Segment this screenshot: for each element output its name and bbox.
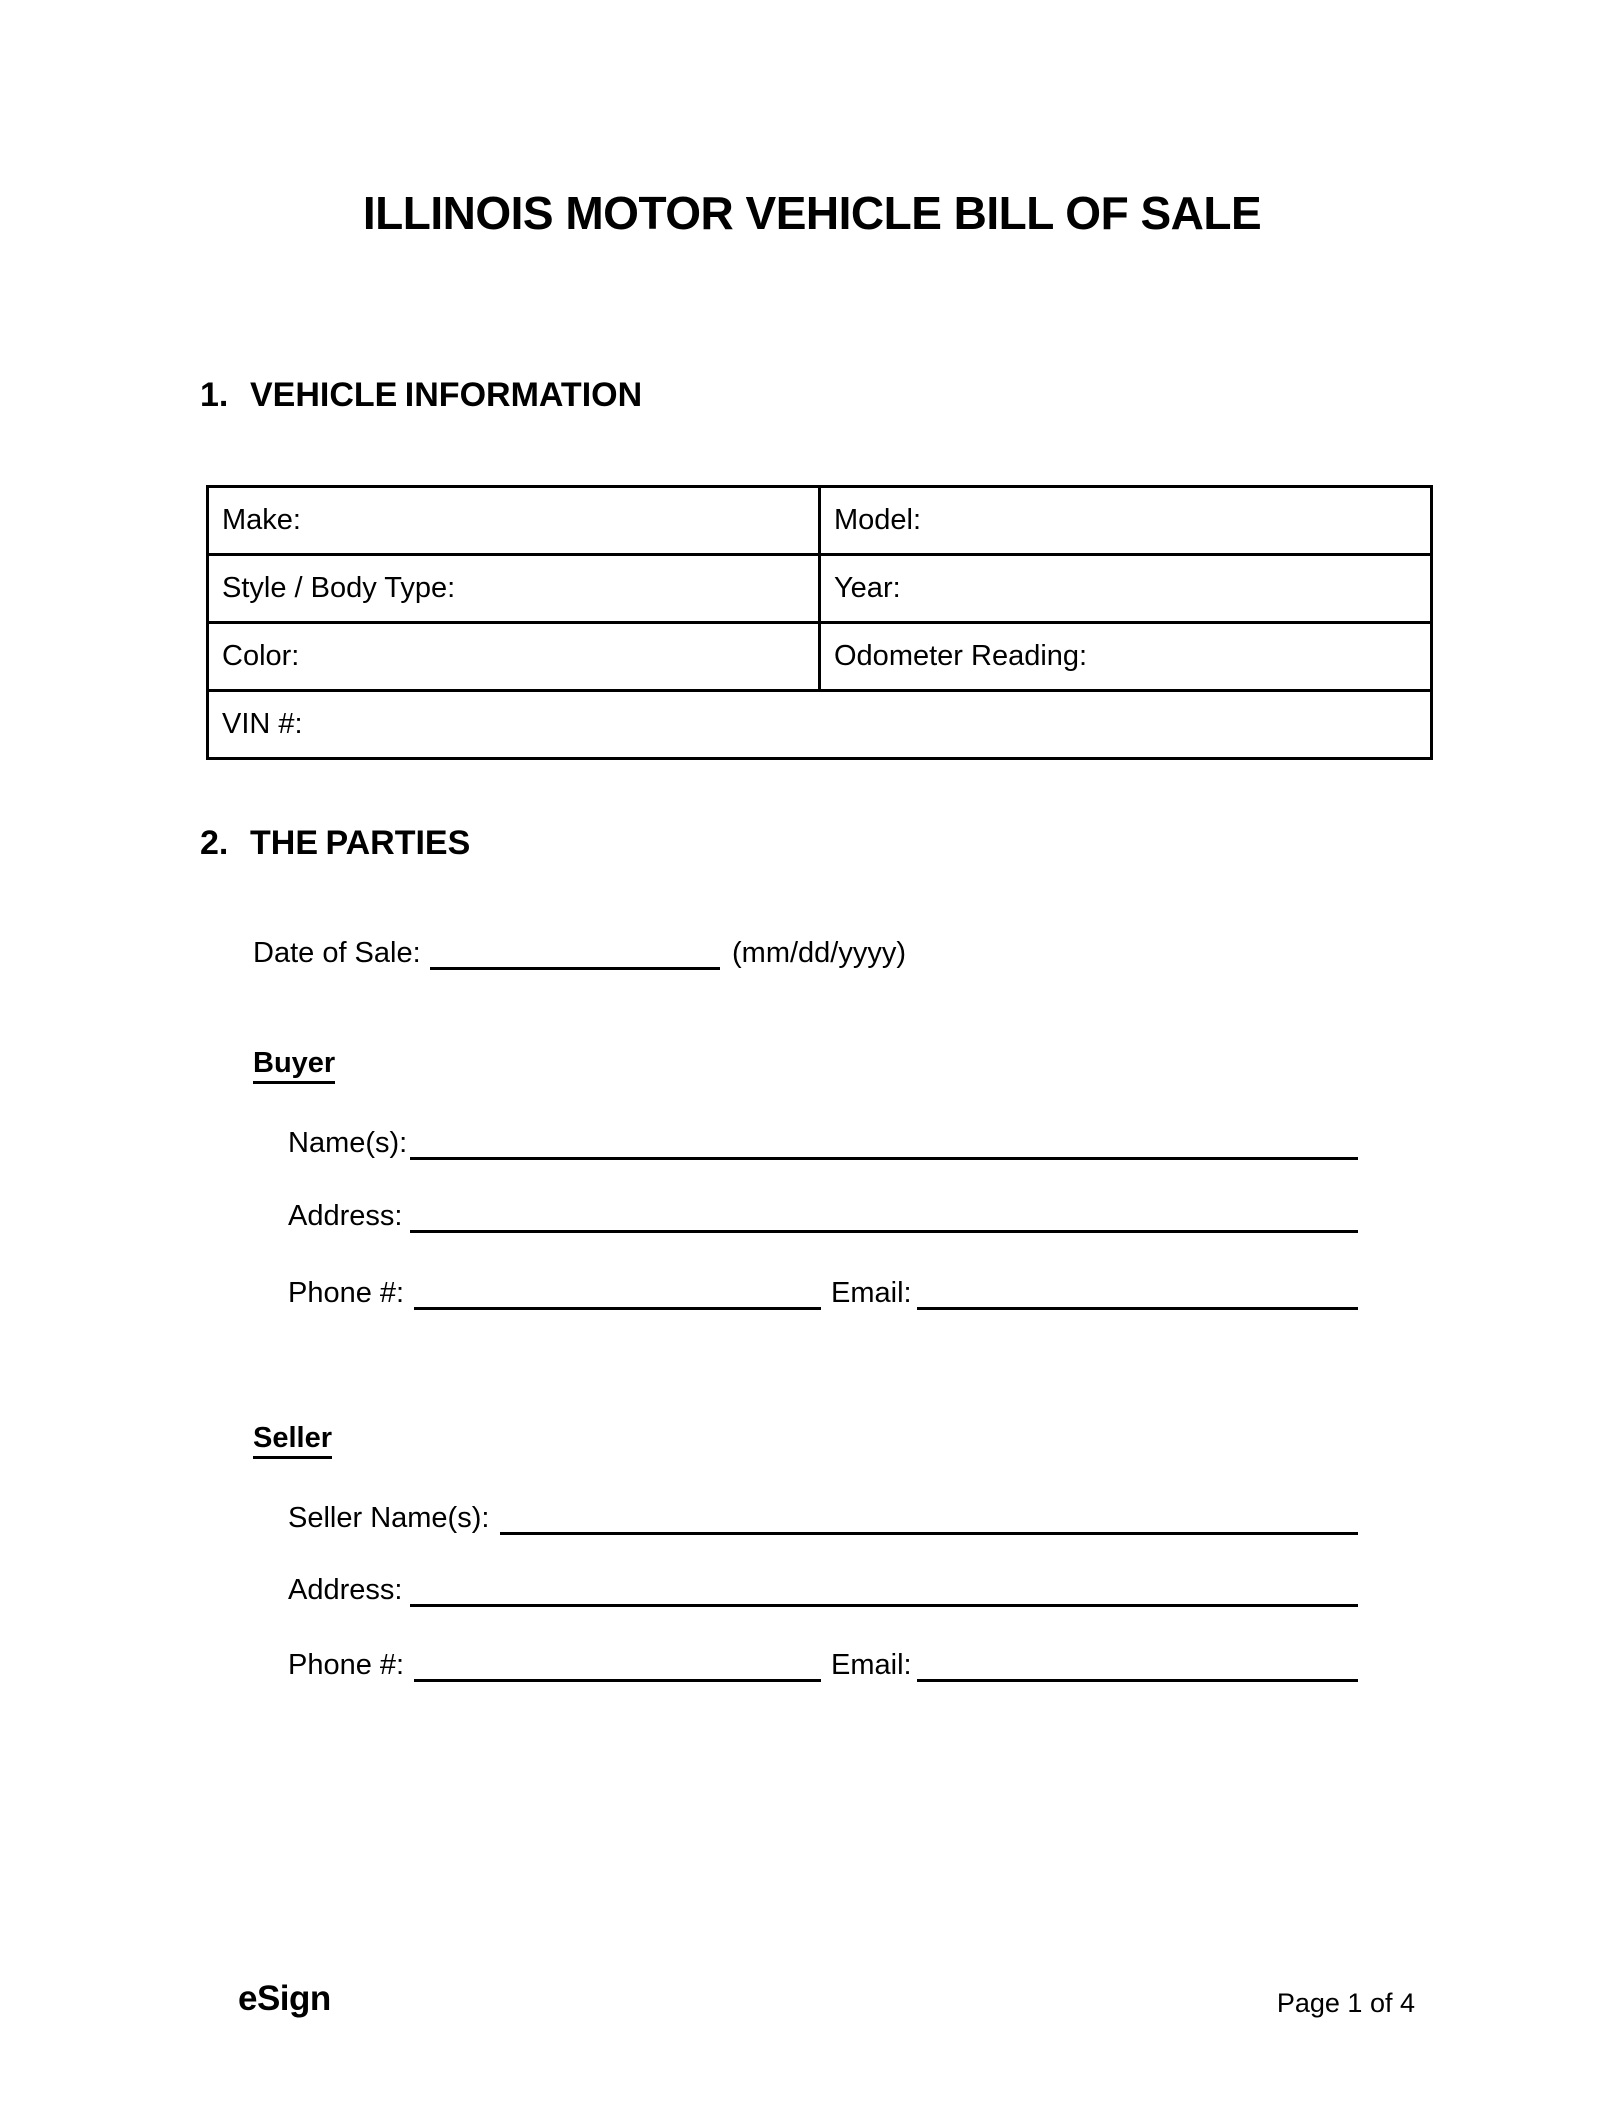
seller-section-heading: Seller bbox=[253, 1424, 332, 1459]
cell-color: Color: bbox=[208, 623, 820, 691]
seller-name-label: Seller Name(s): bbox=[288, 1502, 490, 1534]
section-title: THE PARTIES bbox=[250, 824, 471, 862]
buyer-email-blank bbox=[917, 1307, 1358, 1310]
buyer-name-blank bbox=[410, 1157, 1358, 1160]
date-format-hint: (mm/dd/yyyy) bbox=[732, 937, 906, 969]
seller-email-blank bbox=[917, 1679, 1358, 1682]
seller-address-label: Address: bbox=[288, 1574, 403, 1606]
table-row bbox=[208, 623, 1432, 691]
date-of-sale-blank bbox=[430, 967, 720, 970]
seller-phone-blank bbox=[414, 1679, 821, 1682]
cell-year: Year: bbox=[820, 555, 1432, 623]
vehicle-information-table bbox=[206, 485, 1433, 760]
seller-name-blank bbox=[500, 1532, 1358, 1535]
buyer-address-label: Address: bbox=[288, 1200, 403, 1232]
seller-address-blank bbox=[410, 1604, 1358, 1607]
page-indicator: Page 1 of 4 bbox=[1276, 1988, 1415, 2018]
section-heading-the-parties bbox=[200, 826, 470, 860]
cell-style-body-type: Style / Body Type: bbox=[208, 555, 820, 623]
buyer-phone-blank bbox=[414, 1307, 821, 1310]
buyer-email-label: Email: bbox=[831, 1277, 912, 1309]
section-number: 1. bbox=[200, 376, 229, 414]
section-title: VEHICLE INFORMATION bbox=[250, 376, 643, 414]
cell-make: Make: bbox=[208, 487, 820, 555]
buyer-phone-email-row bbox=[288, 1276, 1358, 1310]
section-heading-vehicle-information bbox=[200, 378, 642, 412]
seller-email-label: Email: bbox=[831, 1649, 912, 1681]
seller-phone-email-row bbox=[288, 1648, 1358, 1682]
seller-address-row bbox=[288, 1573, 1358, 1607]
buyer-address-blank bbox=[410, 1230, 1358, 1233]
cell-model: Model: bbox=[820, 487, 1432, 555]
table-row bbox=[208, 487, 1432, 555]
seller-name-row bbox=[288, 1501, 1358, 1535]
section-number: 2. bbox=[200, 824, 229, 862]
table-row bbox=[208, 555, 1432, 623]
date-of-sale-row bbox=[253, 936, 913, 970]
buyer-name-row bbox=[288, 1126, 1358, 1160]
seller-phone-label: Phone #: bbox=[288, 1649, 405, 1681]
buyer-section-heading: Buyer bbox=[253, 1049, 335, 1084]
buyer-phone-label: Phone #: bbox=[288, 1277, 405, 1309]
buyer-name-label: Name(s): bbox=[288, 1127, 408, 1159]
cell-vin: VIN #: bbox=[208, 691, 1432, 759]
date-of-sale-label: Date of Sale: bbox=[253, 937, 421, 969]
buyer-address-row bbox=[288, 1199, 1358, 1233]
document-title: ILLINOIS MOTOR VEHICLE BILL OF SALE bbox=[362, 187, 1262, 239]
table-row bbox=[208, 691, 1432, 759]
cell-odometer-reading: Odometer Reading: bbox=[820, 623, 1432, 691]
esign-logo: eSign bbox=[238, 1979, 331, 2018]
